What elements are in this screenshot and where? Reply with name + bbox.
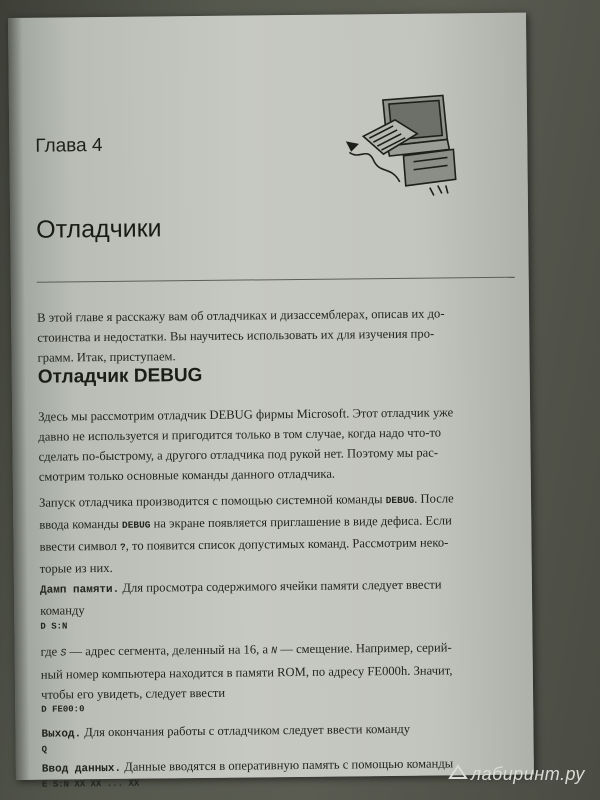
watermark-text: лабиринт.ру xyxy=(471,764,585,784)
section-paragraph-1 xyxy=(38,402,521,487)
computer-illustration-icon xyxy=(343,89,464,200)
chapter-title: Отладчики xyxy=(36,214,162,244)
para2-line: ввести символ ?, то появится список допустимых команд. Рассмотрим неко- xyxy=(39,535,449,554)
section-title: Отладчик DEBUG xyxy=(37,364,203,388)
intro-line: стоинства и недостатки. Вы научитесь использовать их для изучения про- xyxy=(37,326,435,345)
inline-code: DEBUG xyxy=(121,519,151,531)
inline-code: DEBUG xyxy=(385,494,415,507)
para1-line: смотрим только основные команды данного отладчика. xyxy=(38,466,336,484)
title-divider xyxy=(37,277,515,283)
inline-code: ? xyxy=(119,541,126,553)
watermark xyxy=(448,764,585,785)
section-paragraph-2 xyxy=(39,488,522,579)
exit-lead: Выход. xyxy=(41,728,82,741)
para1-line: давно не используется и пригодится только в том случае, когда надо что-то xyxy=(38,425,442,444)
para1-line: сделать по-быстрому, а другого отладчика под рукой нет. Поэтому мы рас- xyxy=(38,445,439,464)
intro-paragraph xyxy=(37,303,520,368)
exit-paragraph: Выход. Для окончания работы с отладчиком следует ввести команду xyxy=(41,721,411,741)
dump-paragraph: Дамп памяти. Для просмотра содержимого ячейки памяти следует ввести команду xyxy=(39,577,442,618)
input-code: E S:N XX XX ... XX xyxy=(41,778,140,790)
intro-line: грамм. Итак, приступаем. xyxy=(37,349,176,365)
para1-line: Здесь мы рассмотрим отладчик DEBUG фирмы Microsoft. Этот отладчик уже xyxy=(38,405,454,424)
chapter-label: Глава 4 xyxy=(35,135,103,157)
dump-code: D S:N xyxy=(40,621,68,632)
para2-line: торые из них. xyxy=(39,560,113,576)
intro-line: В этой главе я расскажу вам об отладчиках и дизассемблерах, описав их до- xyxy=(37,306,445,325)
input-paragraph: Ввод данных. Данные вводятся в оперативную память с помощью команды xyxy=(41,756,454,776)
labirint-logo-icon xyxy=(448,764,468,785)
dump-lead: Дамп памяти. xyxy=(39,583,120,597)
para2-line: Запуск отладчика производится с помощью системной команды DEBUG. После xyxy=(39,491,454,510)
para2-line: ввода команды DEBUG на экране появляется приглашение в виде дефиса. Если xyxy=(39,513,452,532)
section-paragraph-3: где S — адрес сегмента, деленный на 16, а N — смещение. Например, серий- ный номер компьютера находится в памяти ROM, по адресу FE000h. Значит, чтобы его увидеть, следует ввести xyxy=(40,640,453,702)
rom-code: D FE00:0 xyxy=(41,704,85,715)
input-lead: Ввод данных. xyxy=(41,762,122,776)
exit-code: Q xyxy=(41,744,48,755)
